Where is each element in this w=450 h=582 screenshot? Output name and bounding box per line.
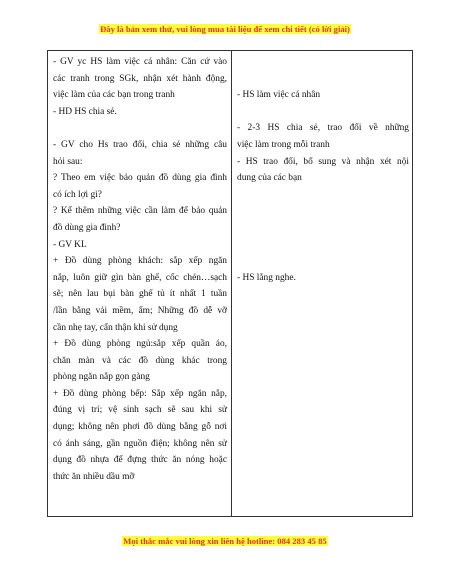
teacher-text-line: cần nhẹ tay, cẩn thận khi sử dụng [53,322,178,333]
student-text-line: - HS làm việc cá nhân [237,90,321,101]
teacher-activity-column [53,54,227,485]
teacher-text-line: - GV cho Hs trao đổi, chia sẻ những câu [53,139,227,150]
teacher-text-line: có ích lợi gì? [53,189,102,200]
hotline-notice-text: Mọi thắc mắc vui lòng xin liên hệ hotline: 084 283 45 85 [123,536,327,546]
student-activity-block [237,87,409,104]
student-text-line: dung của các bạn [237,173,302,184]
preview-notice-text: Đây là bản xem thử, vui lòng mua tài liệu để xem chi tiết (có lời giải) [100,24,350,34]
student-text-line: - HS trao đổi, bổ sung và nhận xét nội [237,156,409,167]
student-text-line: - 2-3 HS chia sẻ, trao đổi về những [237,123,409,134]
column-divider [231,51,232,516]
teacher-text-line: - HD HS chia sẻ. [53,106,117,117]
teacher-text-line: hỏi sau: [53,156,83,167]
teacher-text-line: đúng vị trí; vệ sinh sạch sẽ sau khi sử [53,405,227,416]
teacher-text-line: phòng ngăn nắp gọn gàng [53,372,150,383]
teacher-text-line: + Đồ dùng phòng bếp: Sắp xếp ngăn nắp, [53,388,227,399]
hotline-notice-banner [0,536,450,546]
blank-line [53,120,227,137]
teacher-text-line: nắp, luôn giữ gìn bàn ghế, cốc chén…sạch [53,272,227,283]
teacher-text-line: chăn màn và các đồ dùng khác trong [53,355,227,366]
teacher-text-line: các tranh trong SGk, nhận xét hành động, [53,73,227,84]
student-activity-block [237,120,409,186]
teacher-text-line: thức ăn nhiều dầu mỡ [53,471,135,482]
student-activity-block [237,270,409,287]
teacher-text-line: đồ dùng gia đình? [53,222,121,233]
teacher-text-line: - GV KL [53,239,87,250]
teacher-text-line: dụng đồ nhựa để đựng thức ăn nóng hoặc [53,455,227,466]
teacher-text-line: ? Theo em việc bảo quản đồ dùng gia đình [53,173,227,184]
teacher-text-line: có ánh sáng, gần nguồn điện; không nên sử [53,438,227,449]
teacher-text-line: ? Kể thêm những việc cần làm để bảo quản [53,206,227,217]
preview-notice-banner [0,24,450,34]
teacher-text-line: /lần bằng vải mềm, ẩm; Những đồ dễ vỡ [53,305,227,316]
teacher-text-line: + Đồ dùng phòng ngủ:sắp xếp quần áo, [53,339,227,350]
teacher-text-line: dụng; không nên phơi đồ dùng bằng gỗ nơi [53,422,227,433]
teacher-text-line: việc làm của các bạn trong tranh [53,90,175,101]
student-text-line: việc làm trong mỗi tranh [237,139,330,150]
lesson-table [47,50,413,517]
student-text-line: - HS lắng nghe. [237,272,296,283]
teacher-text-line: - GV yc HS làm việc cá nhân: Căn cứ vào [53,57,227,67]
teacher-text-line: sẽ; nên lau bụi bàn ghế tủ ít nhất 1 tuần [53,289,227,300]
teacher-text-line: + Đồ dùng phòng khách: sắp xếp ngăn [53,256,227,267]
